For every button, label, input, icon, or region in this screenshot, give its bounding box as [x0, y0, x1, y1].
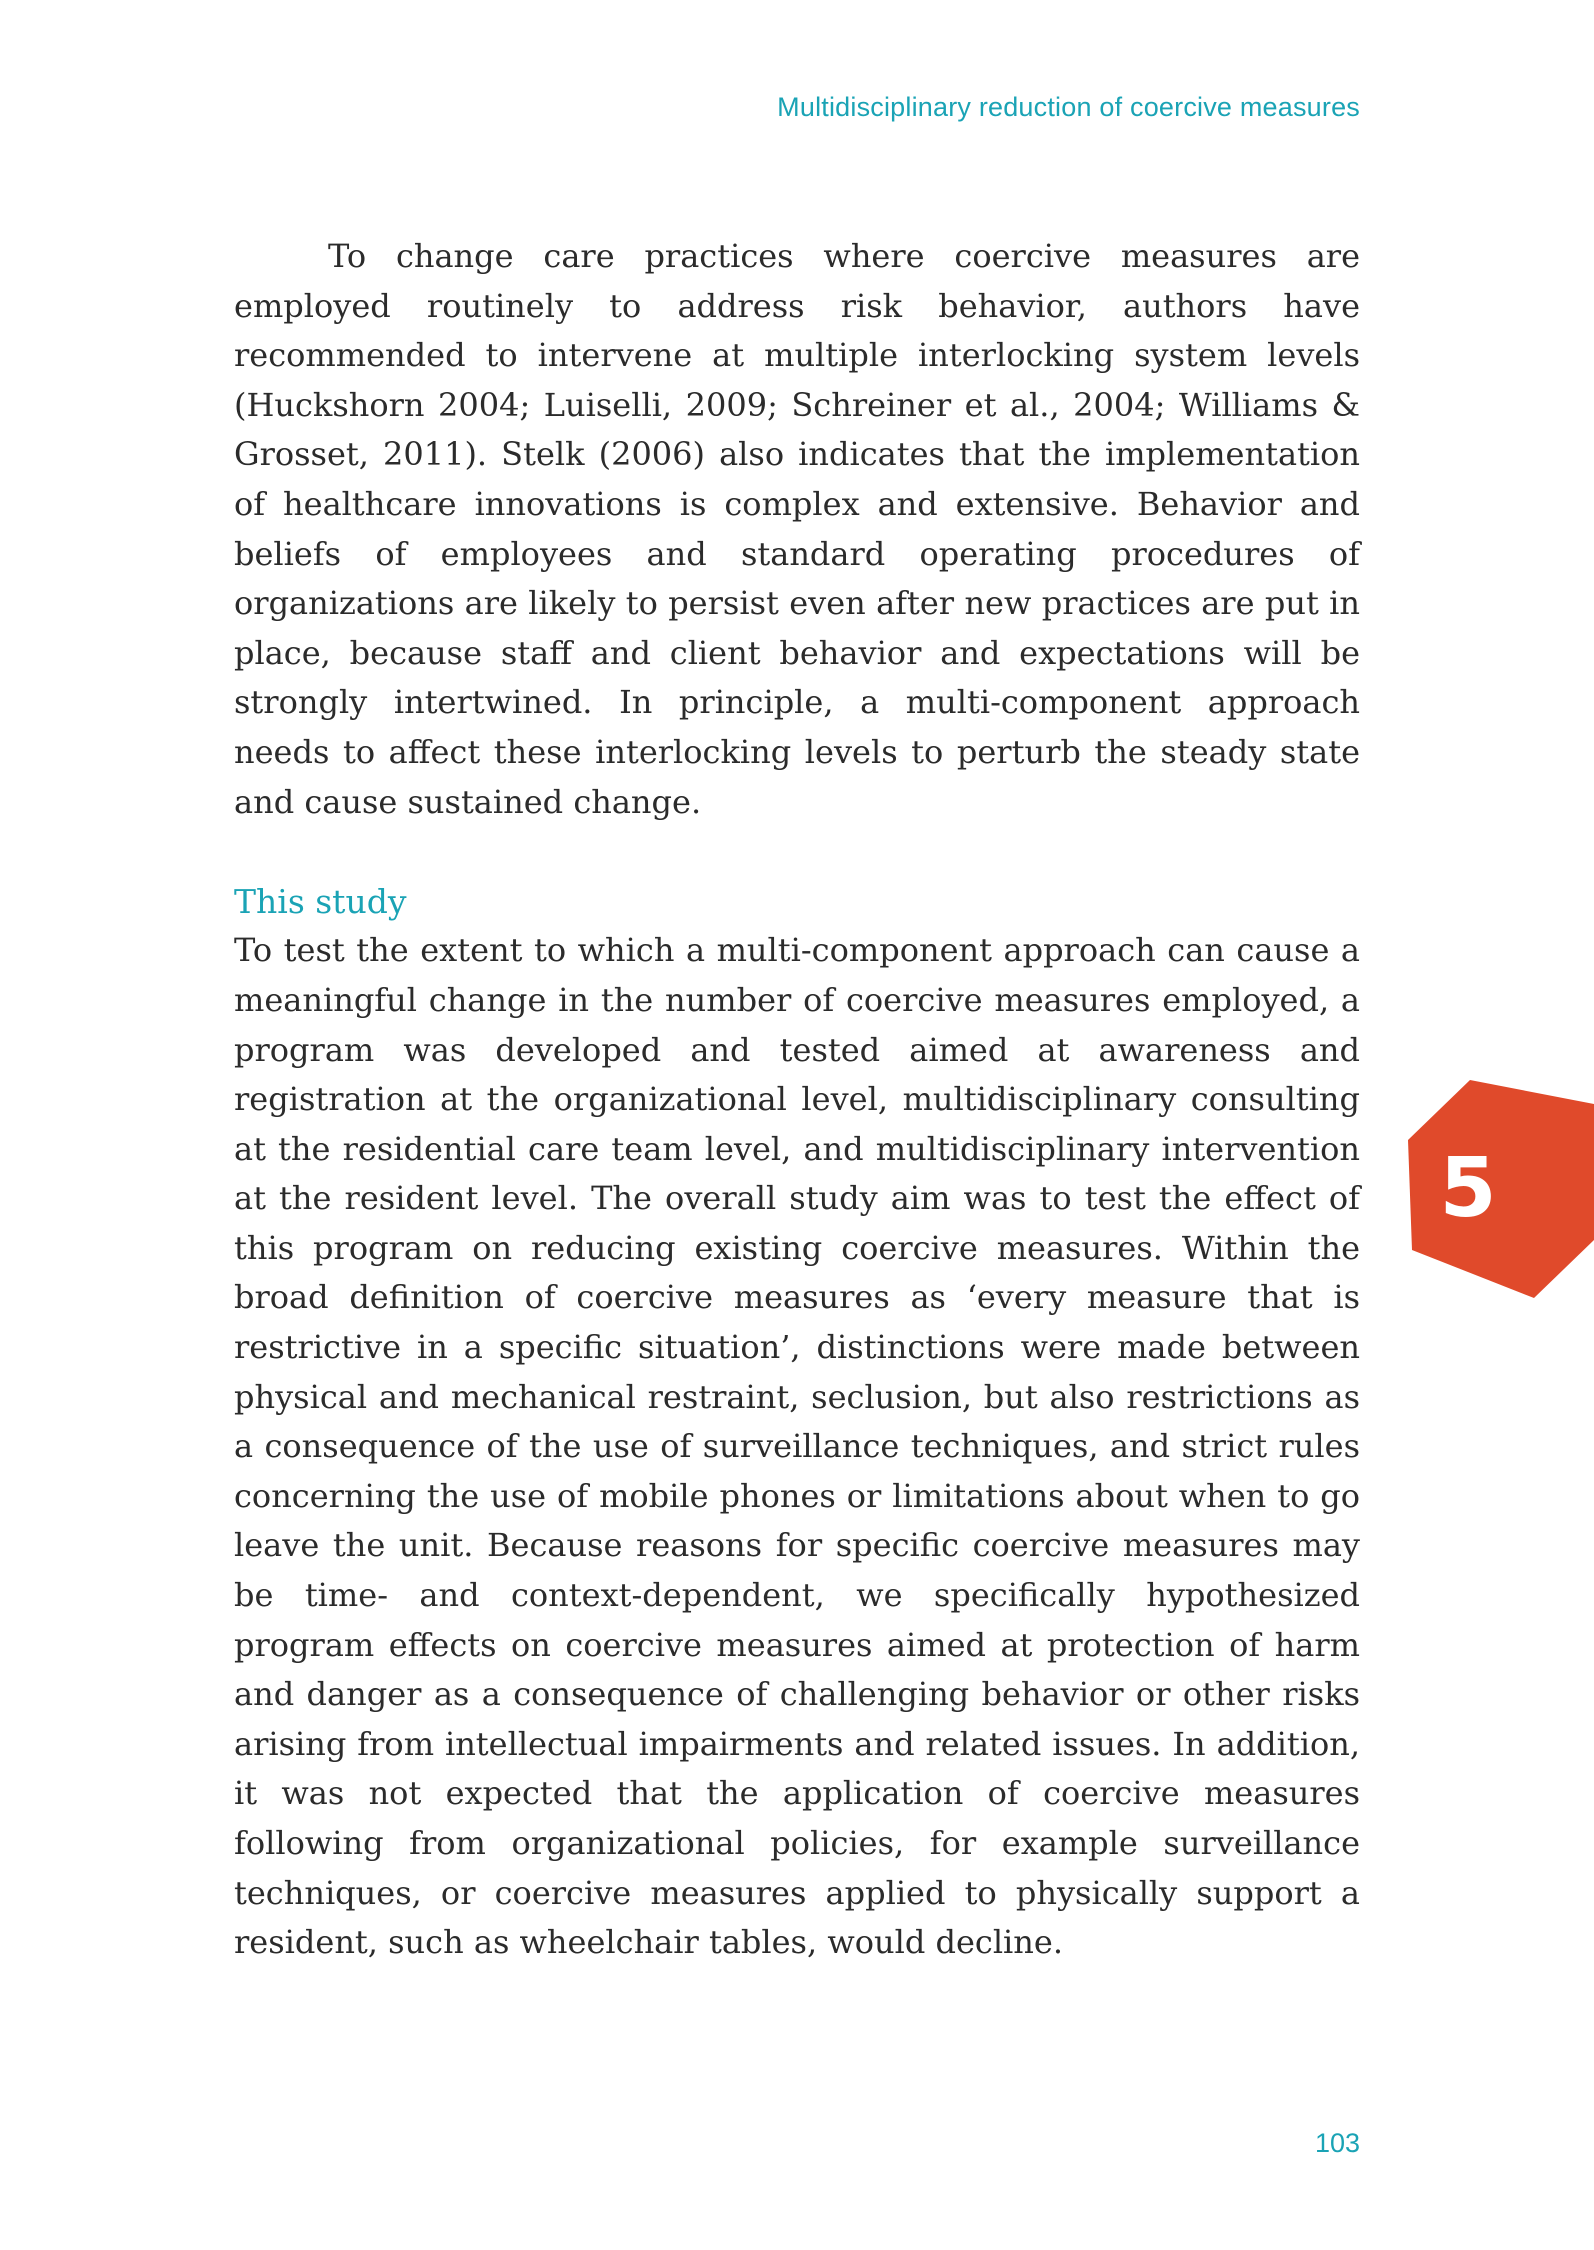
main-text [234, 232, 1360, 1968]
running-header: Multidisciplinary reduction of coercive measures [777, 92, 1360, 122]
chapter-tab [1408, 1080, 1594, 1298]
paragraph-this-study: To test the extent to which a multi-component approach can cause a meaningful change in the number of coercive measures employed, a program was developed and tested aimed at awareness and registration at the organizational level, multidisciplinary consulting at the residential care team level, and multidisciplinary intervention at the resident level. The overall study aim was to test the effect of this program on reducing existing coercive measures. Within the broad definition of coercive measures as ‘every measure that is restrictive in a specific situation’, distinctions were made between physical and mechanical restraint, seclusion, but also restrictions as a consequence of the use of surveillance techniques, and strict rules concerning the use of mobile phones or limitations about when to go leave the unit. Because reasons for specific coercive measures may be time- and context-dependent, we specifically hypothesized program effects on coercive measures aimed at protection of harm and danger as a consequence of challenging behavior or other risks arising from intellectual impairments and related issues. In addition, it was not expected that the application of coercive measures following from organizational policies, for example surveillance techniques, or coercive measures applied to physically support a resident, such as wheelchair tables, would decline. [234, 931, 1360, 1962]
chapter-number: 5 [1439, 1141, 1497, 1236]
section-heading: This study [234, 881, 407, 921]
page-number: 103 [1314, 2128, 1360, 2158]
paragraph-intro: To change care practices where coercive measures are employed routinely to address risk behavior, authors have recommended to intervene at multiple interlocking system levels (Huckshorn 2004; Luiselli, 2009; Schreiner et al., 2004; Williams & Grosset, 2011). Stelk (2006) also indicates that the implementation of healthcare innovations is complex and extensive. Behavior and beliefs of employees and standard operating procedures of organizations are likely to persist even after new practices are put in place, because staff and client behavior and expectations will be strongly intertwined. In principle, a multi-component approach needs to affect these interlocking levels to perturb the steady state and cause sustained change. [234, 237, 1360, 821]
